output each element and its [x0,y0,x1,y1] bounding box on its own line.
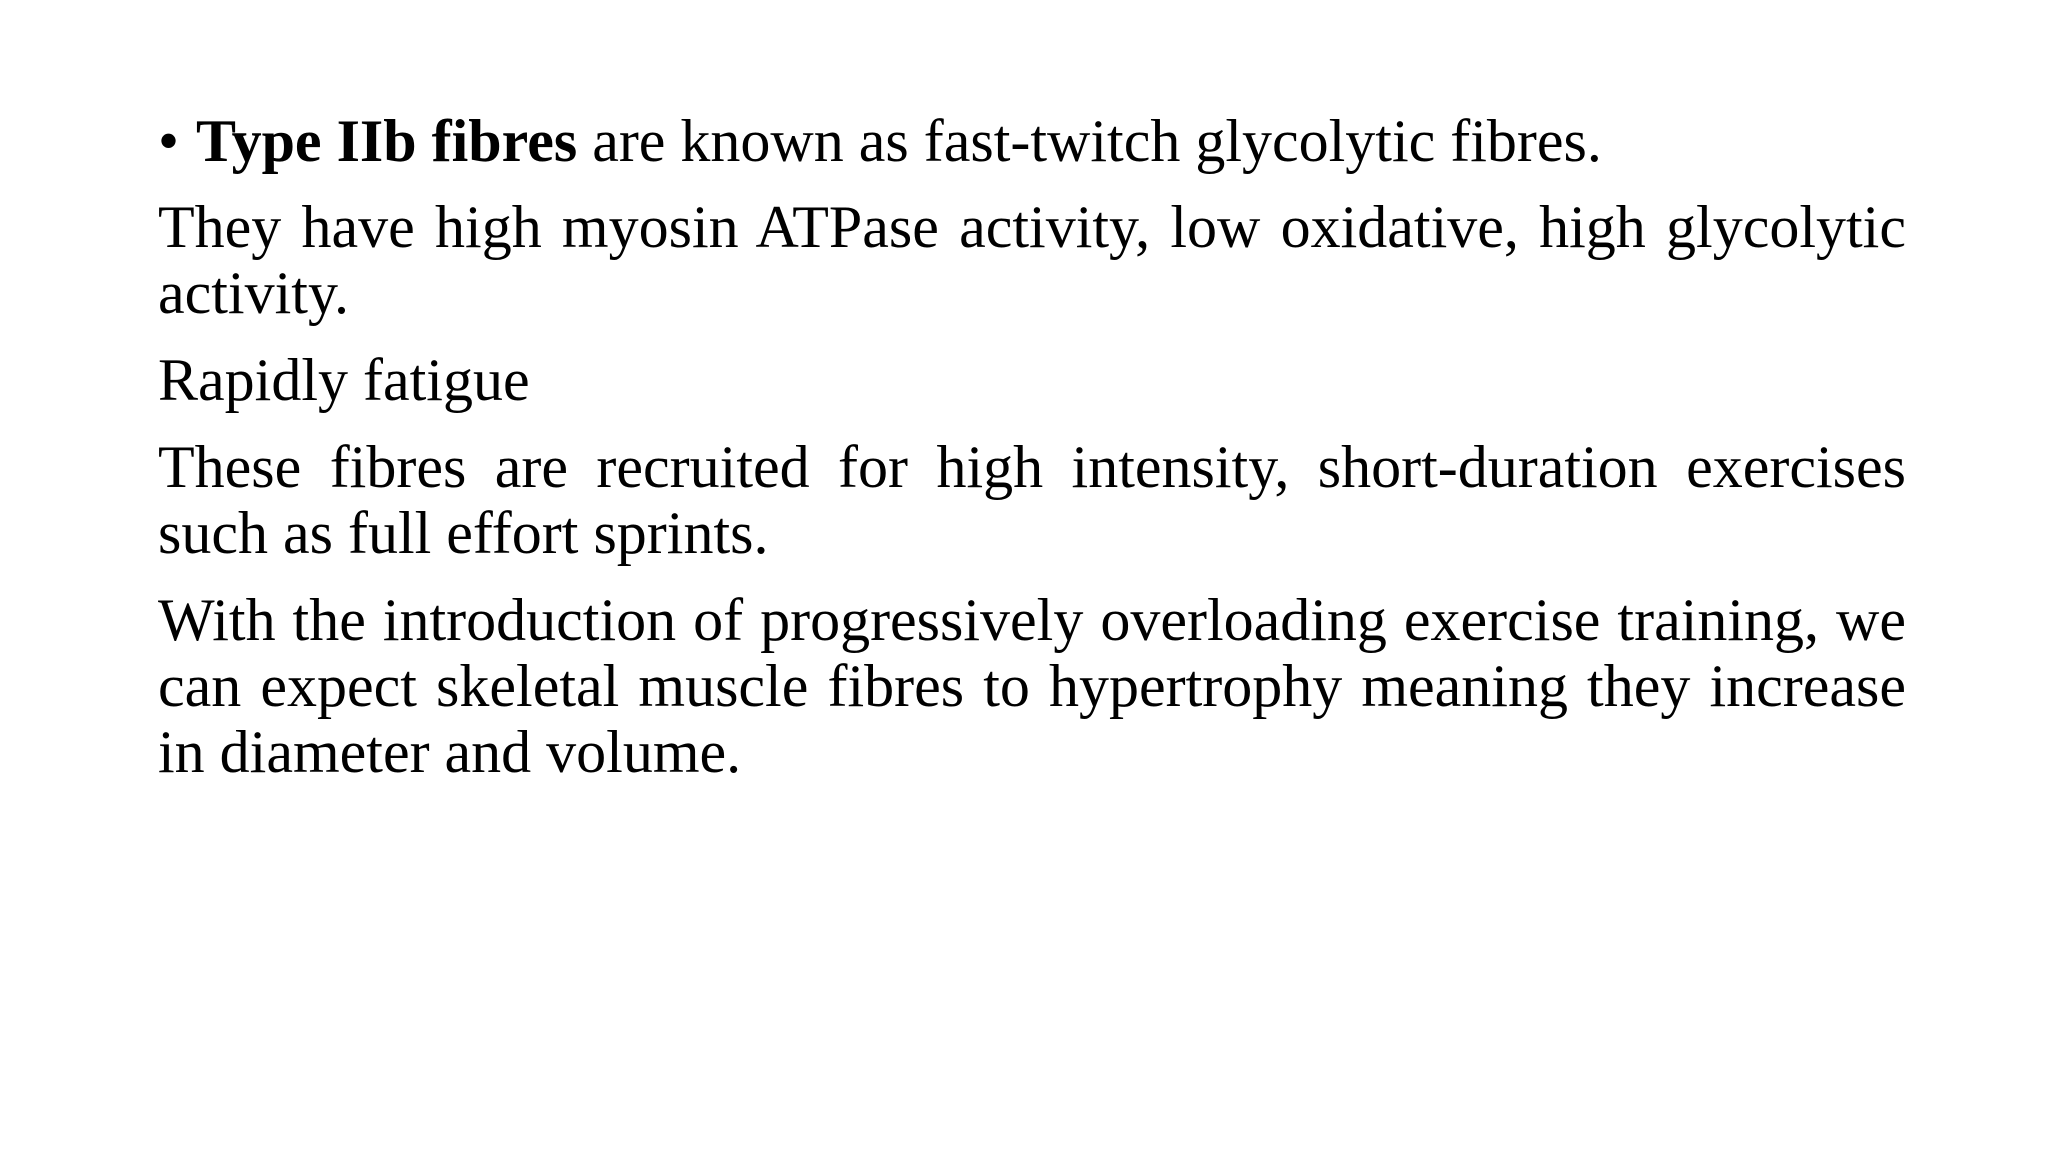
bullet-point [158,108,1906,174]
paragraph-recruitment: These fibres are recruited for high intensity, short-duration exercises such as full effort sprints. [158,434,1906,566]
slide-body [158,108,1906,806]
paragraph-atpase-activity: They have high myosin ATPase activity, low oxidative, high glycolytic activity. [158,194,1906,326]
paragraph-hypertrophy: With the introduction of progressively overloading exercise training, we can expect skeletal muscle fibres to hypertrophy meaning they increase in diameter and volume. [158,587,1906,785]
bullet-marker: • [158,108,180,174]
paragraph-rapidly-fatigue: Rapidly fatigue [158,347,530,413]
bullet-text: are known as fast-twitch glycolytic fibres. [577,108,1602,174]
bullet-bold-term: Type IIb fibres [196,108,578,174]
